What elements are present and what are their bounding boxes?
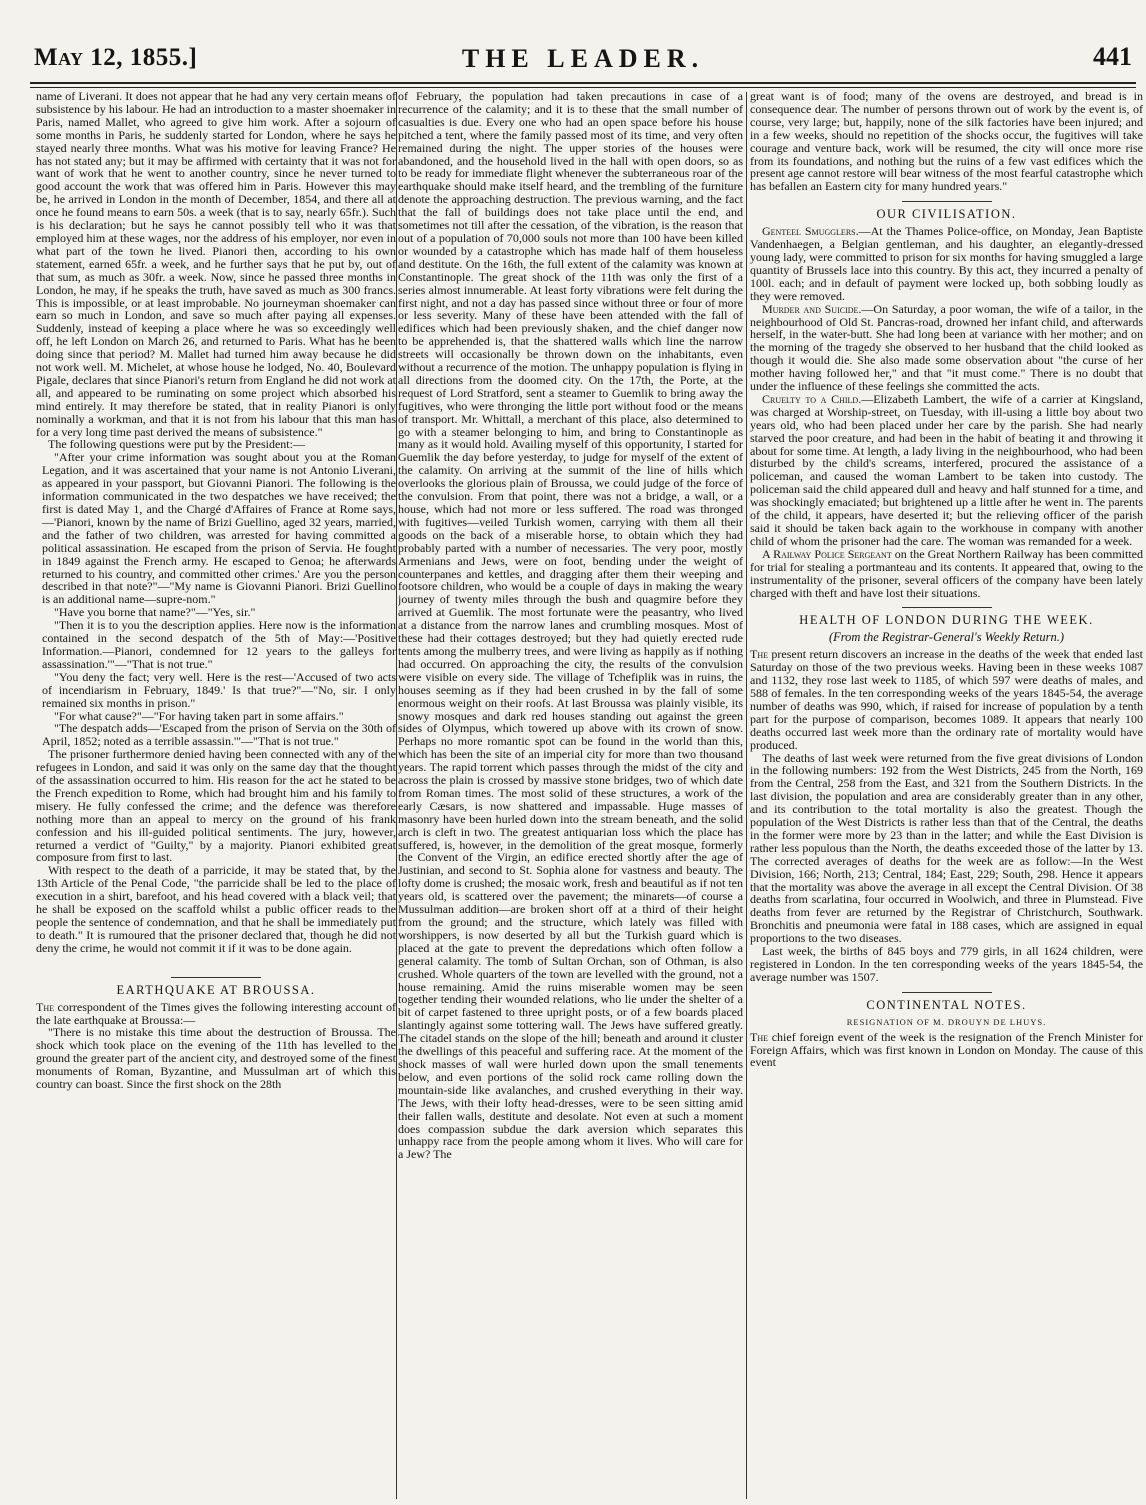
article-paragraph: "After your crime information was sought about you at the Roman Legation, and it was ascertained that your name is not Antonio Liverani, as appeared in your passport, but Giovanni Pianori. The following is the information communicated in the two despatches we have received; the first is dated May 1, and the Chargé d'Affaires of France at Rome says,—'Pianori, known by the name of Brizi Guellino, aged 32 years, married, and the father of two children, was arrested for having committed a political assassination. He escaped from the prison of Servia. He fought in 1849 against the French army. He escaped to Genoa; he afterwards returned to his country, and committed other crimes.' Are you the person described in that note?"—"My name is Giovanni Pianori. Brizi Guellino is an additional name—supre-nom." — [42, 450, 396, 607]
earthquake-quote: "There is no mistake this time about the destruction of Broussa. The shock which took place on the evening of the 11th has levelled to the ground the greater part of the ancient city, and destroyed some of the finest monuments of Roman, Byzantine, and Mussulman art of which this country can boast. Since the first shock on the 28th — [36, 1025, 396, 1092]
lead-text: correspondent of the Times gives the following interesting account of the late earthquake at Broussa:— — [36, 999, 396, 1027]
article-paragraph: great want is of food; many of the ovens are destroyed, and bread is in consequence dear. The number of persons thrown out of work by the event is, of course, very large; but, happily, none of the silk factories have been injured; and in a few weeks, should no repetition of the shocks occur, the fugitives will take courage and venture back, work will be resumed, the city will once more rise from its foundations, and nothing but the ruins of a few vast edifices which the present age cannot restore will bear witness of the most fearful catastrophe which has befallen an Eastern city for many hundred years." — [750, 90, 1143, 194]
article-paragraph: "You deny the fact; very well. Here is the rest—'Accused of two acts of incendiarism in February, 1849.' Is that true?"—"No, sir. I only remained six months in prison." — [42, 669, 396, 710]
article-paragraph: The prisoner furthermore denied having been connected with any of the refugees in London, and said it was only on the same day that the thought of the assassination occurred to him. His reason for the act he stated to be the French expedition to Rome, which had brought him and his family to misery. He fully confessed the crime; and the defence was therefore nothing more than an appeal to mercy on the ground of his frank confession and his ill-guided political sentiments. The jury, however, returned a verdict of "Guilty," by a majority. Pianori exhibited great composure from first to last. — [36, 747, 396, 865]
news-item-lead: Cruelty to a Child. — [762, 391, 862, 406]
news-item — [750, 303, 1143, 393]
lead-word: The — [36, 999, 54, 1014]
issue-date: May 12, 1855.] — [34, 44, 198, 71]
page-number: 441 — [1093, 42, 1132, 71]
article-paragraph: "Then it is to you the description applies. Here now is the information contained in the second despatch of the 5th of May:—'Positive Information.—Pianori, condemned for 12 years to the galleys for assassination.'"—"That is not true." — [42, 618, 396, 671]
column-divider — [746, 92, 747, 1499]
column-1 — [36, 90, 396, 1499]
news-item-lead: Genteel Smugglers. — [762, 224, 859, 239]
civilisation-heading: OUR CIVILISATION. — [876, 207, 1017, 222]
section-rule — [902, 992, 992, 993]
continental-notes-subheading: RESIGNATION OF M. DROUYN DE LHUYS. — [846, 1016, 1047, 1027]
article-paragraph: The following questions were put by the President:— — [48, 437, 305, 452]
section-rule — [171, 977, 261, 978]
lead-word: The — [750, 1029, 768, 1044]
column-divider — [396, 92, 397, 1499]
earthquake-intro — [36, 1001, 396, 1027]
news-item-lead: Murder and Suicide. — [762, 301, 862, 316]
section-rule — [902, 201, 992, 202]
article-paragraph: name of Liverani. It does not appear that he had any very certain means of subsistence by his labour. He had an introduction to a master shoemaker in Paris, named Mallet, who agreed to give him work. After a sojourn of some months in Paris, he suddenly started for London, where he says he stayed nearly three months. What was his motive for leaving France? He has not stated any; but it may be affirmed with certainty that it was not for want of work that he went to another country, since he never turned to good account the work that was offered him in Paris. However this may be, he arrived in London in the month of December, 1854, and there all at once he found means to earn 50s. a week (that is to say, nearly 65fr.). Such is his declaration; but he says he cannot possibly tell who it was that employed him at these wages, nor the address of his employer, nor even in what part of the town he lived. Pianori then, according to his own statement, earned 65fr. a week, and he further says that he put by, out of that sum, as much as 30fr. a week. Now, since he passed three months in London, he may, if he speaks the truth, have saved as much as 300 francs. This is impossible, or at least improbable. No journeyman shoemaker can earn so much in London, and save so much after paying all expenses. Suddenly, instead of keeping a place where he was so exceedingly well off, he left London on March 26, and returned to Paris. What has he been doing since that period? M. Mallet had turned him away because he did not work well. M. Michelet, at whose house he lodged, No. 40, Boulevard Pigale, declares that since Pianori's return from England he did not work at all, and appeared to be ruminating on some project which absorbed his mind entirely. It may therefore be stated, that in reality Pianori is only nominally a workman, and that it is not from his labour that this man has for a very long time past derived the means of subsistence." — [36, 90, 396, 439]
news-item — [750, 225, 1143, 302]
article-text: chief foreign event of the week is the resignation of the French Minister for Foreign Affairs, which was first known in London on Monday. The cause of this event — [750, 1029, 1143, 1070]
news-item — [750, 393, 1143, 548]
article-paragraph: "Have you borne that name?"—"Yes, sir." — [54, 605, 256, 620]
news-item-text: on the Great Northern Railway has been committed for trial for stealing a portmanteau and its contents. It appeared that, owing to the instrumentality of the prisoner, several officers of the company have been lately charged with theft and have lost their situations. — [750, 546, 1143, 600]
article-paragraph: The deaths of last week were returned from the five great divisions of London in the following numbers: 192 from the West Districts, 245 from the North, 169 from the Central, 258 from the East, and 321 from the Southern Districts. In the last division, the population and area are considerably greater than in any other, and its contribution to the total mortality is also the greatest. Though the population of the West Districts is rather less than that of the Central, the deaths in the former were more by 23 than in the latter; and while the East Division is rather less populous than the North, the deaths exceeded those of the latter by 13. The corrected averages of deaths for the week are as follow:—In the West Division, 166; North, 213; Central, 184; East, 229; South, 298. Hence it appears that the mortality was above the average in all except the Central Division. Of 38 deaths from scarlatina, four occurred in Woolwich, and three in Plumstead. Five deaths from fever are returned by the Registrar of Christchurch, Southwark. Bronchitis and pneumonia were fatal in 188 cases, which are assigned in equal proportions to the two diseases. — [750, 750, 1143, 946]
article-paragraph — [750, 648, 1143, 751]
news-item-lead: A Railway Police Sergeant — [762, 546, 892, 561]
health-heading: HEALTH OF LONDON DURING THE WEEK. — [799, 613, 1094, 628]
news-item — [750, 548, 1143, 600]
masthead-rule — [30, 82, 1136, 88]
earthquake-heading: EARTHQUAKE AT BROUSSA. — [116, 982, 316, 997]
article-paragraph: of February, the population had taken precautions in case of a recurrence of the calamity; and it is to these that the small number of casualties is due. Every one who had an open space before his house pitched a tent, where the family passed most of its time, and very often remained during the night. The upper stories of the houses were abandoned, and the household lived in the hall with open doors, so as to be ready for immediate flight whenever the subterraneous roar of the earthquake should make itself heard, and the trembling of the furniture denote the approaching destruction. The previous warning, and the fact that the fall of buildings does not take place until the end, and sometimes not till after the cessation, of the vibration, is the reason that out of a population of 70,000 souls not more than 100 have been killed or wounded by a catastrophe which has made half of them houseless and destitute. On the 16th, the full extent of the calamity was known at Constantinople. The great shock of the 11th was only the first of a series almost innumerable. At least forty vibrations were felt during the first night, and not a day has passed since without three or four of more or less severity. Many of these have been attended with the fall of edifices which had been previously shaken, and the chief danger now to be apprehended is, that the shattered walls which line the narrow streets will occasionally be thrown down on the inhabitants, even without a recurrence of the motion. The unhappy population is flying in all directions from the doomed city. On the 17th, the Porte, at the request of Lord Stratford, sent a steamer to Guemlik to bring away the fugitives, who were thronging the little port without food or the means of transport. Mr. Whittall, a merchant of this place, also determined to go with a steamer belonging to him, and bring to Constantinople as many as it would hold. Availing myself of this opportunity, I started for Guemlik the day before yesterday, to judge for myself of the extent of the calamity. On arriving at the summit of the line of hills which overlooks the glorious plain of Broussa, we could judge of the force of the convulsion. From that point, there was not a bridge, a wall, or a house, which had not more or less suffered. The road was thronged with fugitives—veiled Turkish women, carrying with them all their goods on the back of a miserable horse, to obtain which they had probably parted with a number of necessaries. The very poor, mostly Armenians and Jews, were on foot, bending under the weight of counterpanes and kettles, and dragging after them their weeping and footsore children, who would be a couple of days in making the weary journey of twenty miles through the bush and quagmire before they arrived at Guemlik. The most fortunate were the peasantry, who lived at a distance from the narrow lanes and crumbling mosques. Most of these had their cottages destroyed; but they had quietly erected rude tents among the mulberry trees, and were living as happily as if nothing had occurred. On approaching the city, the results of the convulsion were visible on every side. The village of Tchefiplik was in ruins, the houses seeming as if they had been crushed in by the fall of some enormous weight on their roofs. At last Broussa was plainly visible, its snowy mosques and dark red houses standing out against the green sides of Olympus, which towered up above with its crown of snow. Perhaps no more romantic spot can be found in the world than this, which has been the site of an imperial city for more than two thousand years. The rapid torrent which passes through the midst of the city and across the plain is crossed by massive stone bridges, two of which date from Roman times. The most solid of these structures, a work of the early Cæsars, is now shattered and impassable. Huge masses of masonry have been hurled down into the stream beneath, and the solid arch is cleft in two. The greatest antiquarian loss which the place has suffered, is, however, in the demolition of the great mosque, formerly the Convent of the Virgin, an edifice erected shortly after the age of Justinian, and second to St. Sophia alone for vastness and beauty. The lofty dome is crushed; the mosaic work, fresh and beautiful as if not ten years old, is scattered over the pavement; the minarets—of course a Mussulman addition—are broken short off at a third of their height from the ground; and the structure, which lately was filled with worshippers, is now deserted by all but the Turkish guard which is placed at the gate to prevent the depredations which often follow a general calamity. The tomb of Sultan Orchan, son of Othman, is also crushed. Whole quarters of the town are levelled with the ground, not a house remaining. Amid the ruins miserable women may be seen together tending their wounded relations, who lie under the shelter of a bit of carpet fastened to three upright posts, or of a few boards placed slantingly against some tottering wall. The Jews have suffered greatly. The citadel stands on the slope of the hill; beneath and around it cluster the dwellings of this peaceful and suffering race. At the moment of the shock masses of wall were hurled down upon the small tenements below, and even portions of the solid rock came rolling down the mountain-side like avalanches, and crushed everything in their way. The Jews, with their lofty head-dresses, were to be seen sitting amid their fallen walls, destitute and desolate. Not even at such a moment does compassion subdue the dark aversion which separates this unhappy race from the people among whom it lives. Who will care for a Jew? The — [398, 90, 743, 1162]
column-3 — [750, 90, 1143, 1499]
article-paragraph — [750, 1031, 1143, 1070]
news-item-text: —Elizabeth Lambert, the wife of a carrier at Kingsland, was charged at Worship-street, on Tuesday, with ill-using a little boy about two years old, who had been placed under her care by the parish. She had nearly starved the poor creature, and had been in the habit of beating it and throwing it about for some time. At length, a lady living in the neighbourhood, who had been disturbed by the child's screams, interfered, procured the assistance of a policeman, and caused the woman Lambert to be taken into custody. The policeman said the child appeared dull and heavy and half stunned for a time, and was shockingly emaciated; but brightened up a little after he went in. The parents of the child, it appears, have deserted it; but the relieving officer of the parish said it should be taken back again to the workhouse in company with another child of whom the prisoner had the care. The woman was remanded for a week. — [750, 391, 1143, 548]
article-text: present return discovers an increase in the deaths of the week that ended last Saturday on those of the two previous weeks. Having been in these weeks 1087 and 1132, they rose last week to 1185, of which 597 were deaths of males, and 588 of females. In the ten corresponding weeks of the years 1845-54, the average number of deaths was 990, which, if raised for increase of population by a tenth part for the purpose of comparison, becomes 1089. It appears that nearly 100 deaths occurred last week more than the ordinary rate of mortality would have produced. — [750, 647, 1143, 752]
article-paragraph: With respect to the death of a parricide, it may be stated that, by the 13th Article of the Penal Code, "the parricide shall be led to the place of execution in a shirt, barefoot, and his head covered with a black veil; that he shall be exposed on the scaffold whilst a public officer reads to the people the sentence of condemnation, and that he shall be immediately put to death." It is rumoured that the prisoner declared that, though he did not deny the crime, he would not commit it if it was to be done again. — [36, 863, 396, 955]
health-subheading: (From the Registrar-General's Weekly Return.) — [828, 630, 1065, 645]
section-rule — [902, 607, 992, 608]
continental-notes-heading: CONTINENTAL NOTES. — [866, 997, 1027, 1012]
column-2 — [398, 90, 743, 1499]
article-paragraph: "The despatch adds—'Escaped from the prison of Servia on the 30th of April, 1852; noted as a terrible assassin.'"—"That is not true." — [42, 721, 396, 749]
newspaper-title: THE LEADER. — [461, 44, 705, 73]
news-item-text: —On Saturday, a poor woman, the wife of a tailor, in the neighbourhood of Old St. Pancras-road, drowned her infant child, and afterwards herself, in the water-butt. She had long been at variance with her mother; and on the morning of the tragedy she observed to her husband that the child looked as though it would die. She also made some observation about "the curse of her mother having followed her," and that "it must come." There is no doubt that under the influence of these feelings she committed the acts. — [750, 301, 1143, 394]
news-item-text: —At the Thames Police-office, on Monday, Jean Baptiste Vandenhaegen, a Belgian gentleman, and his daughter, an elegantly-dressed young lady, were committed to prison for six months for having smuggled a large quantity of Brussels lace into this country. By this act, they incurred a penalty of 100l. each; and in default of payment were locked up, both sobbing loudly as they were removed. — [750, 224, 1143, 303]
lead-word: The — [750, 647, 768, 662]
article-paragraph: "For what cause?"—"For having taken part in some affairs." — [54, 708, 344, 723]
article-paragraph: Last week, the births of 845 boys and 779 girls, in all 1624 children, were registered in London. In the ten corresponding weeks of the years 1845-54, the average number was 1507. — [750, 944, 1143, 984]
